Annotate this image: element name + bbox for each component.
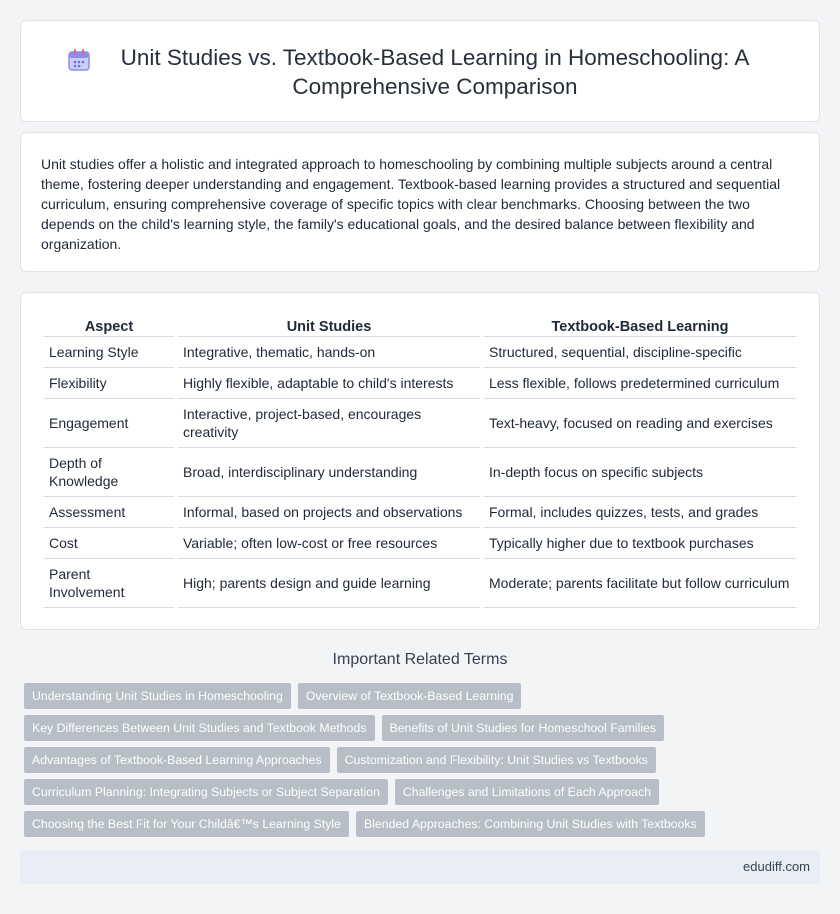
cell-unit-studies: Informal, based on projects and observations [178, 497, 480, 528]
related-term-tag[interactable]: Customization and Flexibility: Unit Studies vs Textbooks [337, 747, 656, 773]
cell-textbook: Less flexible, follows predetermined curriculum [484, 368, 796, 399]
cell-aspect: Learning Style [44, 337, 174, 368]
cell-aspect: Engagement [44, 399, 174, 448]
page-title: Unit Studies vs. Textbook-Based Learning in Homeschooling: A Comprehensive Comparison [120, 45, 750, 99]
related-terms-title: Important Related Terms [332, 651, 508, 668]
cell-textbook: Structured, sequential, discipline-specific [484, 337, 796, 368]
cell-unit-studies: Interactive, project-based, encourages creativity [178, 399, 480, 448]
footer [20, 850, 820, 884]
table-header-row [44, 315, 796, 337]
header-unit-studies: Unit Studies [178, 315, 480, 337]
cell-aspect: Parent Involvement [44, 559, 174, 608]
intro-card [20, 132, 820, 272]
related-term-tag[interactable]: Blended Approaches: Combining Unit Studies with Textbooks [356, 811, 705, 837]
comparison-table [40, 315, 800, 608]
table-row [44, 337, 796, 368]
cell-textbook: Formal, includes quizzes, tests, and grades [484, 497, 796, 528]
related-term-tag[interactable]: Challenges and Limitations of Each Approach [395, 779, 659, 805]
table-row [44, 448, 796, 497]
footer-site-link[interactable]: edudiff.com [743, 859, 810, 874]
table-row [44, 399, 796, 448]
cell-aspect: Flexibility [44, 368, 174, 399]
comparison-table-card [20, 292, 820, 630]
table-row [44, 497, 796, 528]
cell-textbook: Moderate; parents facilitate but follow curriculum [484, 559, 796, 608]
title-card [20, 20, 820, 122]
related-term-tag[interactable]: Curriculum Planning: Integrating Subjects or Subject Separation [24, 779, 388, 805]
related-term-tag[interactable]: Choosing the Best Fit for Your Childâ€™s Learning Style [24, 811, 349, 837]
related-term-tag[interactable]: Key Differences Between Unit Studies and Textbook Methods [24, 715, 375, 741]
related-term-tag[interactable]: Understanding Unit Studies in Homeschooling [24, 683, 291, 709]
cell-aspect: Cost [44, 528, 174, 559]
header-aspect: Aspect [44, 315, 174, 337]
cell-unit-studies: Highly flexible, adaptable to child's interests [178, 368, 480, 399]
cell-aspect: Assessment [44, 497, 174, 528]
cell-unit-studies: Integrative, thematic, hands-on [178, 337, 480, 368]
cell-textbook: In-depth focus on specific subjects [484, 448, 796, 497]
related-terms-list [24, 683, 814, 843]
table-row [44, 528, 796, 559]
cell-textbook: Typically higher due to textbook purchases [484, 528, 796, 559]
table-row [44, 368, 796, 399]
related-term-tag[interactable]: Overview of Textbook-Based Learning [298, 683, 522, 709]
related-term-tag[interactable]: Benefits of Unit Studies for Homeschool Families [382, 715, 665, 741]
intro-paragraph: Unit studies offer a holistic and integrated approach to homeschooling by combining multiple subjects around a central theme, fostering deeper understanding and engagement. Textbook-based learning provides a structured and sequential curriculum, ensuring comprehensive coverage of specific topics with clear benchmarks. Choosing between the two depends on the child's learning style, the family's educational goals, and the desired balance between flexibility and organization. [41, 156, 781, 252]
related-term-tag[interactable]: Advantages of Textbook-Based Learning Approaches [24, 747, 330, 773]
cell-aspect: Depth of Knowledge [44, 448, 174, 497]
cell-textbook: Text-heavy, focused on reading and exercises [484, 399, 796, 448]
cell-unit-studies: Variable; often low-cost or free resources [178, 528, 480, 559]
cell-unit-studies: Broad, interdisciplinary understanding [178, 448, 480, 497]
header-textbook: Textbook-Based Learning [484, 315, 796, 337]
cell-unit-studies: High; parents design and guide learning [178, 559, 480, 608]
table-row [44, 559, 796, 608]
